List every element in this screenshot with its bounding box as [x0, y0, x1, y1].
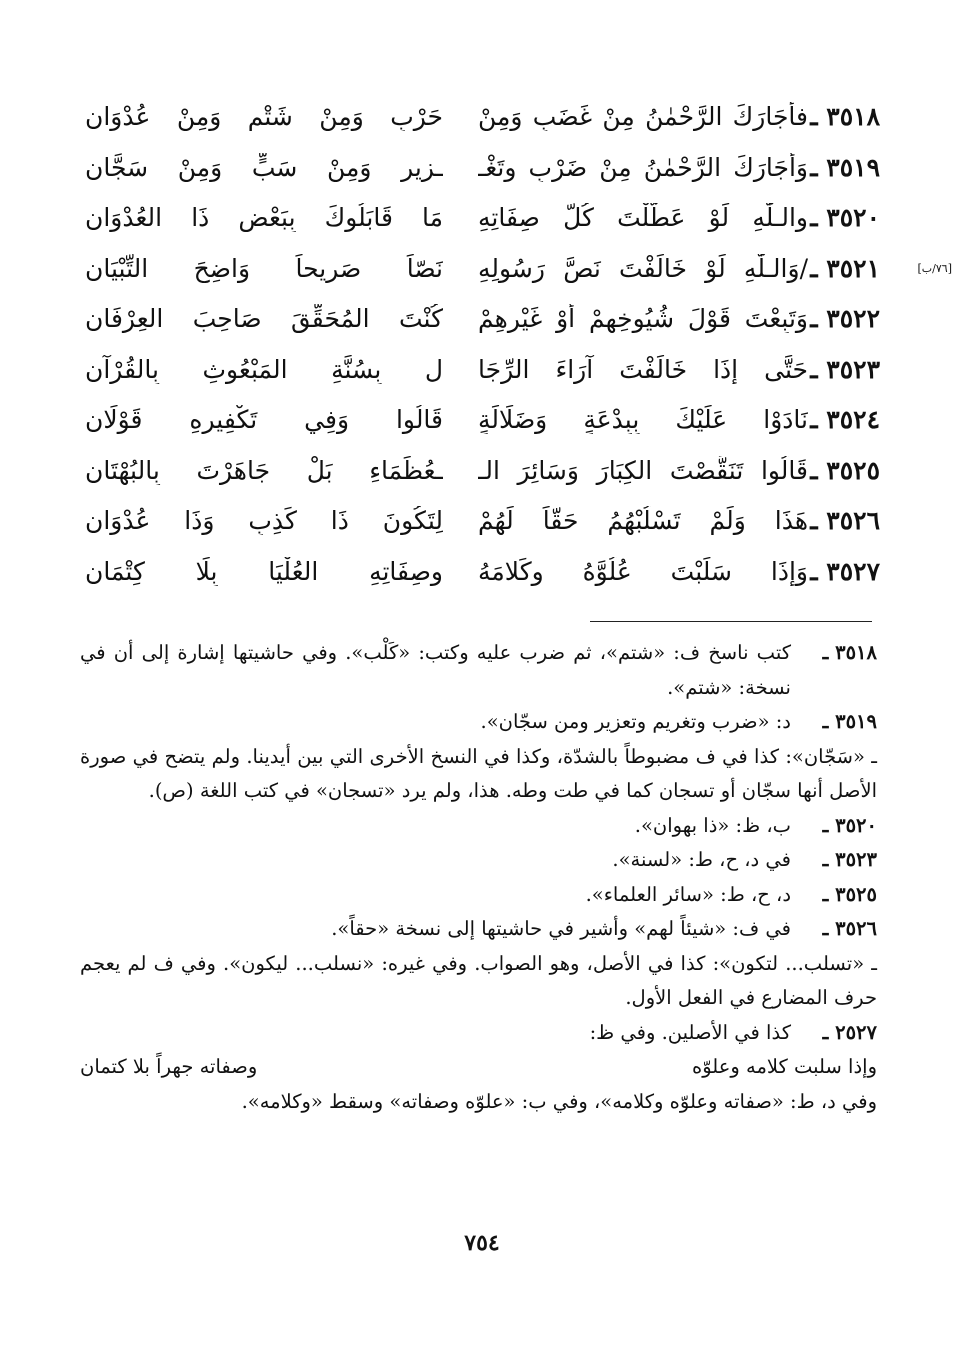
footnote-text: د: «ضرب وتغريم وتعزير ومن سجّان».	[480, 710, 791, 733]
verse-number: ٣٥٢٧ ـ	[810, 556, 880, 586]
verse-line	[80, 298, 880, 349]
footnote-continuation	[80, 947, 877, 1016]
page-number: ٧٥٤	[464, 1230, 500, 1256]
verse-number: ٣٥٢٤ ـ	[810, 405, 880, 434]
footnote-text: كتب ناسخ ف: «شتم»، ثم ضرب عليه وكتب: «كَلْب». وفي حاشيتها إشارة إلى أن في نسخة: «شتم».	[80, 641, 791, 699]
verse-first-hemistich: قَالُوا تَنَقَّصْتَ الكِبَارَ وَسَائِرَ الـ	[478, 455, 808, 485]
footnote	[80, 878, 877, 913]
verse-line	[80, 248, 952, 299]
verse-line	[80, 147, 880, 198]
footnote-separator	[590, 621, 872, 622]
footnote	[80, 809, 877, 844]
footnote	[80, 636, 877, 705]
footnote-number: ٣٥٢٠ ـ	[822, 813, 877, 837]
footnote-text: وفي د، ط: «صفاته وعلوّه وكلامه»، وفي ب: «علوّه وصفاته» وسقط «وكلامه».	[241, 1089, 877, 1113]
verse-number: ٣٥٢١ ـ	[810, 253, 880, 283]
footnote-text: ـ «تسلب... لتكون»: كذا في الأصل، وهو الصواب. وفي غيره: «نسلب... ليكون». وفي ف لم يعجم حرف المضارع في الفعل الأول.	[80, 951, 877, 1009]
verse-number: ٣٥١٨ ـ	[810, 102, 880, 131]
verse-list	[80, 96, 952, 601]
verse-first-hemistich: /وَالـلّٰهِ لَوْ خَالَفْتَ نَصَّ رَسُولِهِ	[478, 253, 808, 283]
verse-second-hemistich: قَالُوا وَفِي تَكْفِيرِهِ قَوْلَانِ	[85, 405, 443, 434]
verse-number: ٣٥٢٦ ـ	[810, 506, 880, 535]
footnote-continuation	[80, 740, 877, 809]
quoted-verse-second-hemistich: وصفاته جهراً بلا كتمان	[80, 1055, 258, 1078]
footnote-number: ٣٥٢٣ ـ	[822, 848, 877, 871]
verse-second-hemistich: كُنْتَ المُحَقِّقَ صَاحِبَ العِرْفَانِ	[85, 304, 443, 333]
manuscript-folio-marker: [٧٦/ب]	[917, 261, 952, 275]
footnote	[80, 705, 877, 740]
footnote	[80, 843, 877, 878]
verse-second-hemistich: نَصّاً صَرِيحاً وَاضِحَ التِّبْيَانِ	[85, 253, 443, 283]
verse-number: ٣٥٢٢ ـ	[810, 304, 880, 333]
footnote	[80, 912, 877, 947]
verse-line	[80, 197, 880, 248]
footnote-quoted-verse	[80, 1050, 877, 1085]
footnote-number: ٣٥١٨ ـ	[822, 641, 877, 664]
footnote-text: ب، ظ: «ذا بهوان».	[634, 813, 791, 837]
footnote-number: ٢٥٢٧ ـ	[822, 1020, 877, 1044]
verse-line	[80, 96, 880, 147]
verse-first-hemistich: وَأجَارَكَ الرَّحْمٰنُ مِنْ ضَرْبٍ وتَغْـ	[478, 152, 808, 182]
verse-first-hemistich: وَتَبِعْتَ قَوْلَ شُيُوخِهِمْ أوْ غَيْرِهِمْ	[478, 304, 808, 333]
footnote-number: ٣٥٢٦ ـ	[822, 917, 877, 940]
verse-first-hemistich: والـلّٰهِ لَوْ عَطَّلْتَ كُلَّ صِفَاتِهِ	[478, 203, 808, 232]
footnote	[80, 1016, 877, 1051]
footnote-number: ٣٥١٩ ـ	[822, 710, 877, 733]
verse-first-hemistich: وَإذَا سَلَبْتَ عُلُوَّهُ وكَلامَهُ	[478, 556, 808, 586]
footnote-text: كذا في الأصلين. وفي ظ:	[589, 1020, 791, 1044]
verse-line	[80, 399, 880, 450]
verse-second-hemistich: وصِفَاتِهِ العُلْيَا بِلَا كِتْمَانِ	[85, 556, 443, 586]
verse-second-hemistich: حَرْبٍ وَمِنْ شَتْمٍ وَمِنْ عُدْوَانِ	[85, 102, 443, 131]
verse-line	[80, 349, 880, 400]
footnote-text: د، ح، ط: «سائر العلماء».	[585, 882, 791, 906]
footnotes	[80, 636, 877, 1119]
verse-first-hemistich: نَادَوْا عَلَيْكَ بِبِدْعَةٍ وَضَلَالَةٍ	[478, 405, 808, 434]
footnote-text: ـ «سَجّان»: كذا في ف مضبوطاً بالشدّة، وكذا في النسخ الأخرى التي بين أيدينا. ولم يتضح في صورة الأصل أنها سجّان أو تسجان كما في طت وطه. هذا، ولم يرد «تسجان» في كتب اللغة (ص).	[80, 744, 877, 802]
verse-number: ٣٥٢٣ ـ	[810, 354, 880, 384]
verse-second-hemistich: مَا قَابَلُوكَ بِبَعْضِ ذَا العُدْوَانِ	[85, 203, 443, 232]
footnote-number: ٣٥٢٥ ـ	[822, 882, 877, 906]
verse-first-hemistich: حَتَّى إذَا خَالَفْتَ آرَاءَ الرِّجَا	[478, 354, 808, 384]
verse-first-hemistich: هَذَا وَلَمْ تَسْلُبْهُمُ حَقّاً لَهُمْ	[478, 506, 808, 535]
verse-line	[80, 551, 880, 602]
verse-number: ٣٥٢٠ ـ	[810, 203, 880, 232]
quoted-verse	[80, 1050, 877, 1085]
footnote-continuation	[80, 1085, 877, 1120]
verse-line	[80, 450, 880, 501]
verse-second-hemistich: لِتَكُونَ ذَا كَذِبٍ وَذَا عُدْوَانِ	[85, 506, 443, 535]
verse-second-hemistich: لِ بِسُنَّةِ المَبْعُوثِ بِالقُرْآنِ	[85, 354, 443, 384]
verse-second-hemistich: ـزِيرٍ وَمِنْ سَبٍّ وَمِنْ سَجَّانِ	[85, 152, 443, 182]
verse-number: ٣٥٢٥ ـ	[810, 455, 880, 485]
footnote-text: في ف: «شيئاً لهم» وأشير في حاشيتها إلى نسخة «حقاً».	[331, 917, 791, 940]
verse-line	[80, 500, 880, 551]
quoted-verse-first-hemistich: وإذا سلبت كلامه وعلوّه	[692, 1055, 877, 1078]
verse-second-hemistich: ـعُظَمَاءِ بَلْ جَاهَرْتَ بِالبُهْتَانِ	[85, 455, 443, 485]
footnote-text: في د، ح، ط: «لسنة».	[612, 848, 791, 871]
verse-number: ٣٥١٩ ـ	[810, 152, 880, 182]
verse-first-hemistich: فأجَارَكَ الرَّحْمٰنُ مِنْ غَضَبٍ وَمِنْ	[478, 102, 808, 131]
